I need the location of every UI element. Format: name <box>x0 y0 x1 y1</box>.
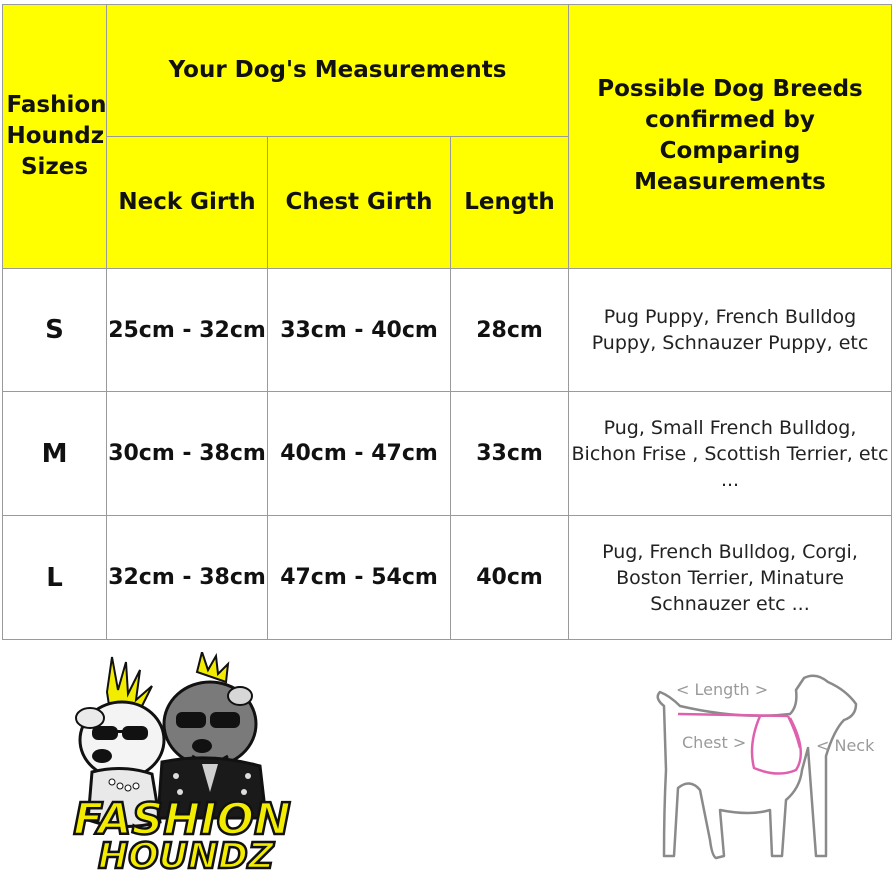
chest-cell: 47cm - 54cm <box>268 516 451 640</box>
size-cell: L <box>3 516 107 640</box>
length-cell: 28cm <box>451 268 569 392</box>
breeds-cell: Pug Puppy, French Bulldog Puppy, Schnauzer Puppy, etc <box>569 268 892 392</box>
logo-artwork <box>52 652 312 874</box>
breeds-header <box>569 5 892 269</box>
measurements-header: Your Dog's Measurements <box>107 5 569 137</box>
table-row <box>3 516 892 640</box>
sizes-header-label: Fashion Houndz Sizes <box>6 91 107 180</box>
length-header: Length <box>451 136 569 268</box>
logo-line1: FASHION <box>73 794 291 845</box>
neck-label: < Neck <box>816 736 875 755</box>
sizes-header <box>3 5 107 269</box>
breeds-header-label: Possible Dog Breeds confirmed by Comparing Measurements <box>597 76 863 196</box>
neck-cell: 32cm - 38cm <box>107 516 268 640</box>
size-chart-table <box>2 4 892 640</box>
length-cell: 33cm <box>451 392 569 516</box>
chest-girth-header: Chest Girth <box>268 136 451 268</box>
length-cell: 40cm <box>451 516 569 640</box>
breeds-cell: Pug, French Bulldog, Corgi, Boston Terrier, Minature Schnauzer etc ... <box>569 516 892 640</box>
size-cell: S <box>3 268 107 392</box>
chest-label: Chest > <box>682 733 747 752</box>
fashion-houndz-logo <box>52 652 312 874</box>
length-label: < Length > <box>676 680 769 699</box>
neck-cell: 25cm - 32cm <box>107 268 268 392</box>
table-row <box>3 392 892 516</box>
table-row <box>3 268 892 392</box>
size-cell: M <box>3 392 107 516</box>
dog-measurement-diagram <box>620 660 890 870</box>
chest-cell: 40cm - 47cm <box>268 392 451 516</box>
neck-cell: 30cm - 38cm <box>107 392 268 516</box>
neck-girth-header: Neck Girth <box>107 136 268 268</box>
logo-line2: HOUNDZ <box>97 836 275 874</box>
breeds-cell: Pug, Small French Bulldog, Bichon Frise , Scottish Terrier, etc ... <box>569 392 892 516</box>
chest-cell: 33cm - 40cm <box>268 268 451 392</box>
